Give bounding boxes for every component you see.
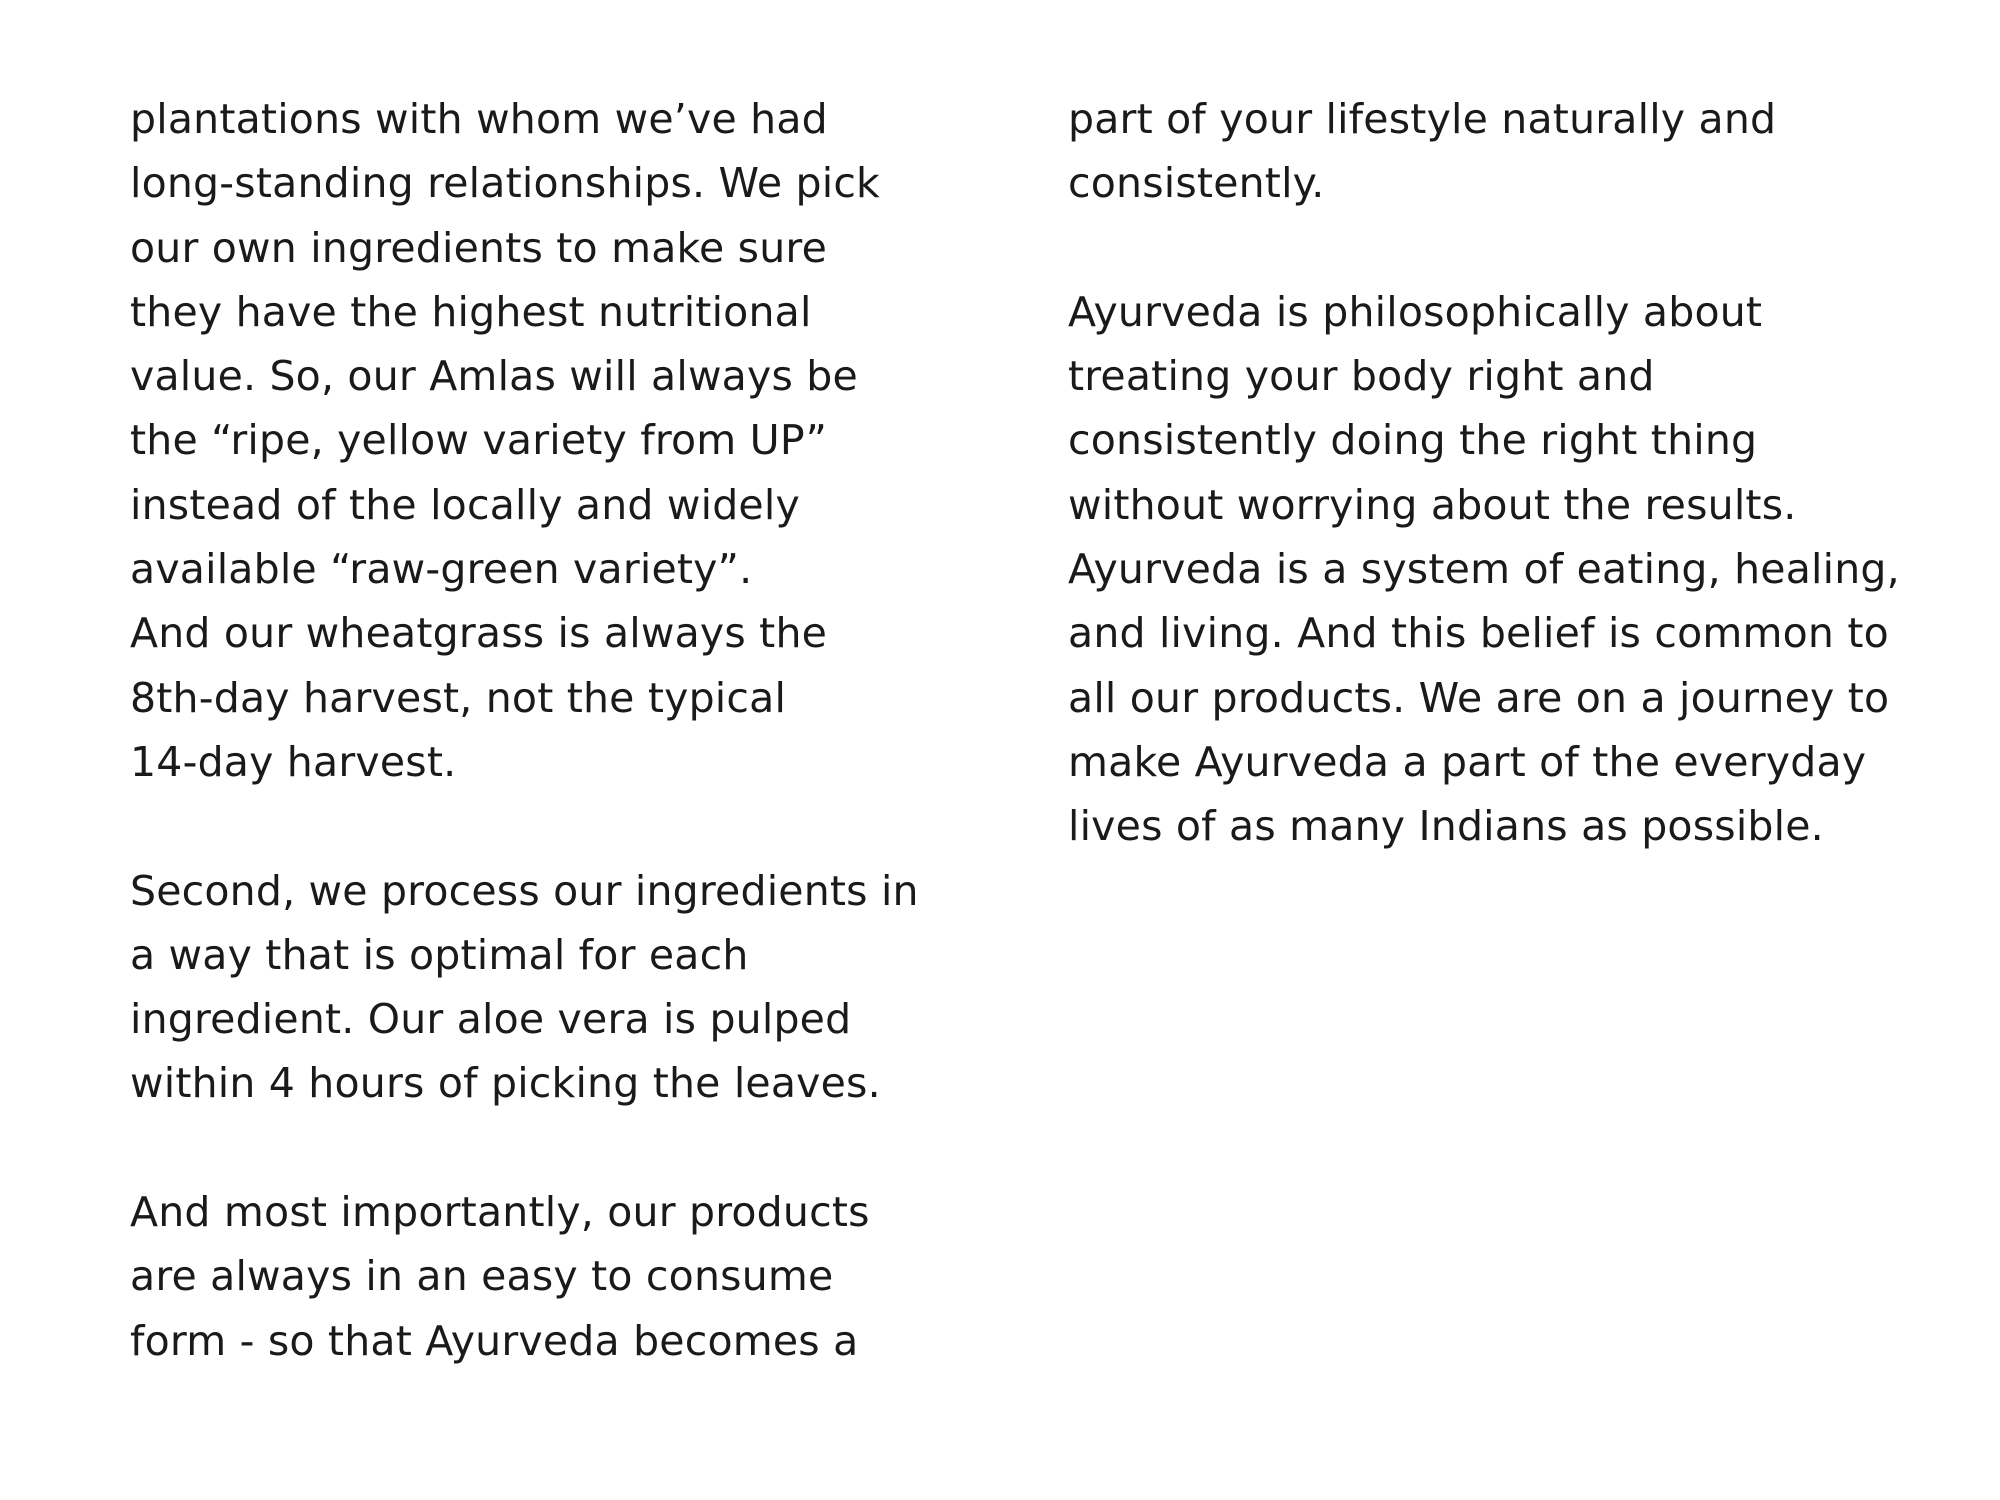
text-line: without worrying about the results.: [1068, 480, 1797, 529]
text-line: are always in an easy to consume: [130, 1252, 834, 1301]
text-line: treating your body right and: [1068, 352, 1655, 401]
text-line: they have the highest nutritional: [130, 287, 812, 336]
text-line: consistently.: [1068, 159, 1325, 208]
paragraph-consumption: [130, 1180, 950, 1373]
text-line: all our products. We are on a journey to: [1068, 673, 1890, 722]
text-line: Ayurveda is philosophically about: [1068, 287, 1763, 336]
text-line: a way that is optimal for each: [130, 930, 749, 979]
text-line: our own ingredients to make sure: [130, 223, 827, 272]
paragraph-gap: [130, 1116, 950, 1180]
text-line: part of your lifestyle naturally and: [1068, 95, 1777, 143]
text-line: ingredient. Our aloe vera is pulped: [130, 995, 852, 1044]
paragraph-processing: [130, 859, 950, 1116]
paragraph-continuation: [1068, 87, 1948, 216]
text-line: 14-day harvest.: [130, 737, 457, 786]
text-line: plantations with whom we’ve had: [130, 95, 828, 143]
text-line: lives of as many Indians as possible.: [1068, 802, 1824, 851]
text-line: and living. And this belief is common to: [1068, 609, 1889, 658]
text-line: And most importantly, our products: [130, 1188, 870, 1237]
paragraph-gap: [130, 794, 950, 858]
paragraph-philosophy: [1068, 280, 1948, 859]
text-line: long-standing relationships. We pick: [130, 159, 881, 208]
right-column: [1068, 87, 1948, 859]
paragraph-sourcing: [130, 87, 950, 794]
text-line: Ayurveda is a system of eating, healing,: [1068, 545, 1900, 594]
left-column: [130, 87, 950, 1373]
text-line: form - so that Ayurveda becomes a: [130, 1316, 859, 1365]
text-line: consistently doing the right thing: [1068, 416, 1758, 465]
text-line: make Ayurveda a part of the everyday: [1068, 737, 1867, 786]
text-line: value. So, our Amlas will always be: [130, 352, 858, 401]
text-line: within 4 hours of picking the leaves.: [130, 1059, 881, 1108]
text-line: instead of the locally and widely: [130, 480, 800, 529]
text-line: the “ripe, yellow variety from UP”: [130, 416, 828, 465]
paragraph-gap: [1068, 216, 1948, 280]
text-line: And our wheatgrass is always the: [130, 609, 828, 658]
text-line: available “raw-green variety”.: [130, 545, 753, 594]
text-line: 8th-day harvest, not the typical: [130, 673, 787, 722]
text-line: Second, we process our ingredients in: [130, 866, 919, 915]
